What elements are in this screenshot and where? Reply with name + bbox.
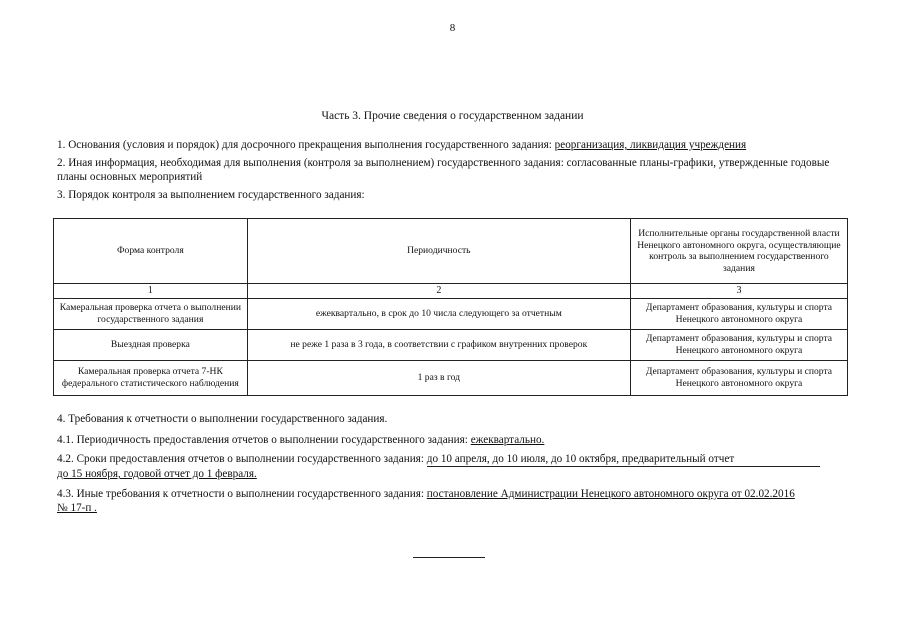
paragraph-3: 3. Порядок контроля за выполнением государственного задания: bbox=[57, 189, 365, 201]
table-cell: Камеральная проверка отчета о выполнении государственного задания bbox=[54, 298, 248, 329]
paragraph-4-1-value: ежеквартально. bbox=[470, 434, 545, 446]
table-cell: Департамент образования, культуры и спорта Ненецкого автономного округа bbox=[630, 360, 847, 395]
table-cell: Выездная проверка bbox=[54, 329, 248, 360]
table-cell: ежеквартально, в срок до 10 числа следующего за отчетным bbox=[247, 298, 630, 329]
table-cell: Департамент образования, культуры и спорта Ненецкого автономного округа bbox=[630, 298, 847, 329]
page-number: 8 bbox=[449, 22, 456, 34]
paragraph-4-3 bbox=[57, 487, 847, 515]
paragraph-4-3-label: 4.3. Иные требования к отчетности о выполнении государственного задания: bbox=[57, 488, 427, 500]
header-cell-form: Форма контроля bbox=[54, 219, 248, 284]
paragraph-4-2 bbox=[57, 452, 847, 481]
table-cell: 1 раз в год bbox=[247, 360, 630, 395]
table-number-row bbox=[54, 284, 848, 299]
footer-divider bbox=[413, 557, 485, 558]
paragraph-1 bbox=[57, 138, 847, 152]
paragraph-4-3-value-line2: № 17-п . bbox=[57, 502, 97, 514]
number-cell: 1 bbox=[54, 284, 248, 299]
control-table bbox=[53, 218, 848, 396]
paragraph-4-3-value-line1: постановление Администрации Ненецкого автономного округа от 02.02.2016 bbox=[426, 488, 795, 500]
table-row bbox=[54, 360, 848, 395]
header-cell-period: Периодичность bbox=[247, 219, 630, 284]
paragraph-4-2-value-line1: до 10 апреля, до 10 июля, до 10 октября, предварительный отчет bbox=[427, 452, 820, 467]
table-header-row bbox=[54, 219, 848, 284]
paragraph-2: 2. Иная информация, необходимая для выполнения (контроля за выполнением) государственного задания: согласованные планы-графики, утвержденные годовые планы основных мероприятий bbox=[57, 157, 830, 183]
table-cell: не реже 1 раза в 3 года, в соответствии с графиком внутренних проверок bbox=[247, 329, 630, 360]
paragraph-4-2-label: 4.2. Сроки предоставления отчетов о выполнении государственного задания: bbox=[57, 453, 427, 465]
paragraph-4-1-label: 4.1. Периодичность предоставления отчетов о выполнении государственного задания: bbox=[57, 434, 471, 446]
table-cell: Департамент образования, культуры и спорта Ненецкого автономного округа bbox=[630, 329, 847, 360]
table-row bbox=[54, 298, 848, 329]
paragraph-4: 4. Требования к отчетности о выполнении государственного задания. bbox=[57, 413, 388, 425]
paragraph-1-value: реорганизация, ликвидация учреждения bbox=[554, 139, 747, 151]
header-cell-authority: Исполнительные органы государственной власти Ненецкого автономного округа, осуществляющие контроль за выполнением государственного задания bbox=[630, 219, 847, 284]
number-cell: 2 bbox=[247, 284, 630, 299]
paragraph-4-1 bbox=[57, 433, 847, 447]
table-row bbox=[54, 329, 848, 360]
section-title: Часть 3. Прочие сведения о государственном задании bbox=[321, 110, 584, 122]
paragraph-4-2-value-line2: до 15 ноября, годовой отчет до 1 февраля. bbox=[57, 468, 257, 480]
paragraph-1-label: 1. Основания (условия и порядок) для досрочного прекращения выполнения государственного задания: bbox=[57, 139, 555, 151]
number-cell: 3 bbox=[630, 284, 847, 299]
table-cell: Камеральная проверка отчета 7-НК федерального статистического наблюдения bbox=[54, 360, 248, 395]
